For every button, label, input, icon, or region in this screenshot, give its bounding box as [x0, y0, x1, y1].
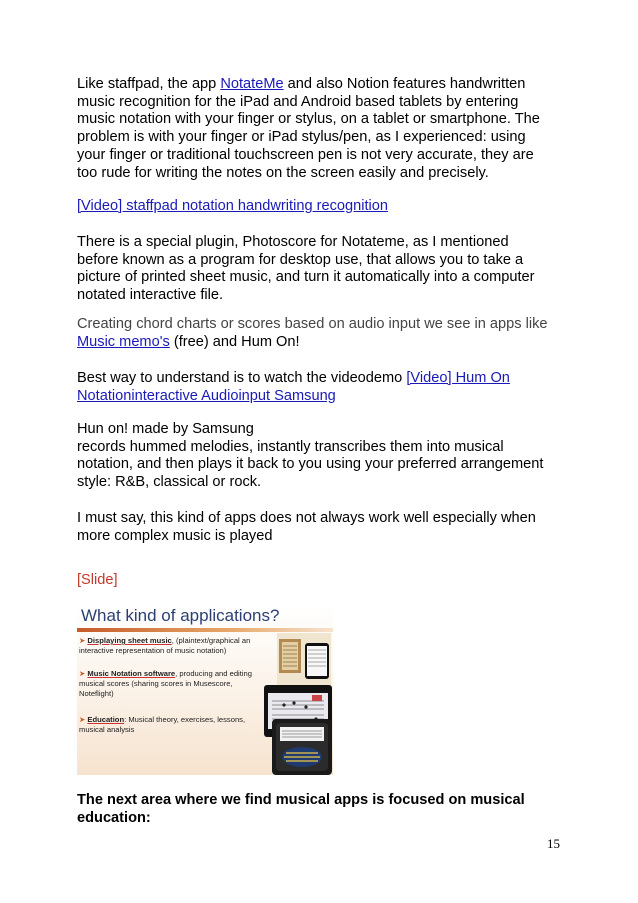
paragraph-photoscore: [77, 234, 577, 305]
slide-bullet-heading: Music Notation software: [87, 669, 176, 678]
text-line: music notation with your finger or stylus, on a tablet or smartphone. The: [77, 111, 540, 128]
paragraph-hum-on: [77, 421, 577, 492]
text-line: too rude for writing the notes on the screen easily and precisely.: [77, 164, 489, 181]
bullet-arrow-icon: ➤: [79, 715, 86, 724]
text-line: problem is with your finger or iPad stylus/pen, as I experienced: using: [77, 129, 526, 146]
bullet-arrow-icon: ➤: [79, 669, 86, 678]
text-line: notated interactive file.: [77, 287, 224, 304]
slide-title-rule: [77, 628, 333, 632]
staffpad-video-link[interactable]: [Video] staffpad notation handwriting recognition: [77, 198, 389, 214]
text-line: records hummed melodies, instantly transcribes them into musical: [77, 438, 504, 455]
text-line: more complex music is played: [77, 527, 273, 544]
text-line: music recognition for the iPad and Android based tablets by entering: [77, 93, 519, 110]
text-line: The next area where we find musical apps is focused on musical: [77, 792, 525, 808]
slide-image: [77, 605, 333, 775]
text-line: picture of printed sheet music, and turn it automatically into a computer: [77, 269, 535, 286]
text-line: I must say, this kind of apps does not always work well especially when: [77, 510, 536, 526]
slide-bullet-text: , producing and editing musical scores (sharing scores in Musescore, Noteflight): [79, 669, 252, 699]
paragraph-education-intro: [77, 792, 577, 827]
text-fragment: and also Notion features handwritten: [283, 76, 526, 92]
paragraph-videodemo: [77, 370, 577, 405]
text-fragment: Best way to understand is to watch the videodemo: [77, 370, 407, 386]
text-line: style: R&B, classical or rock.: [77, 474, 262, 491]
slide-bullet-notation-software: [79, 669, 259, 700]
slide-label: [77, 572, 577, 590]
hum-on-video-link[interactable]: [Video] Hum On: [406, 370, 510, 386]
slide-bullet-sheet-music: [79, 636, 259, 656]
slide-label-text: [Slide]: [77, 572, 118, 588]
paragraph-opinion: [77, 510, 577, 545]
slide-bullet-text: , (plaintext/graphical an interactive representation of music notation): [79, 636, 251, 656]
text-line: your finger or traditional touchscreen pen is not very accurate, they are: [77, 146, 534, 163]
text-fragment: Like staffpad, the app: [77, 76, 221, 92]
sheet-music-tablet-picture: [277, 633, 331, 685]
music-memo-link[interactable]: Music memo's: [77, 333, 170, 350]
hum-on-video-link-continued[interactable]: Notationinteractive Audioinput Samsung: [77, 387, 336, 404]
notateme-link[interactable]: NotateMe: [220, 76, 284, 92]
text-line: Hun on! made by Samsung: [77, 421, 254, 437]
slide-bullet-heading: Displaying sheet music: [87, 636, 172, 645]
text-line: notation, and then plays it back to you using your preferred arrangement: [77, 456, 544, 473]
text-line: [77, 76, 577, 94]
slide-bullet-education: [79, 715, 259, 735]
video-link-paragraph: [77, 198, 577, 216]
text-line: education:: [77, 809, 151, 826]
slide-bullet-heading: Education: [87, 715, 125, 724]
text-line: [77, 370, 577, 388]
text-line: Creating chord charts or scores based on audio input we see in apps like: [77, 316, 548, 332]
slide-bullet-text: : Musical theory, exercises, lessons, musical analysis: [79, 715, 246, 735]
slide-title: What kind of applications?: [81, 606, 280, 625]
text-fragment: (free) and Hum On!: [169, 333, 300, 350]
text-line: before known as a program for desktop use, that allows you to take a: [77, 251, 524, 268]
text-line: There is a special plugin, Photoscore for Notateme, as I mentioned: [77, 234, 509, 250]
page-number: 15: [547, 836, 560, 851]
bullet-arrow-icon: ➤: [79, 636, 86, 645]
education-app-picture: [272, 719, 332, 775]
paragraph-chord-charts: [77, 316, 577, 351]
text-line: [77, 334, 577, 352]
paragraph-notateme: [77, 76, 577, 182]
